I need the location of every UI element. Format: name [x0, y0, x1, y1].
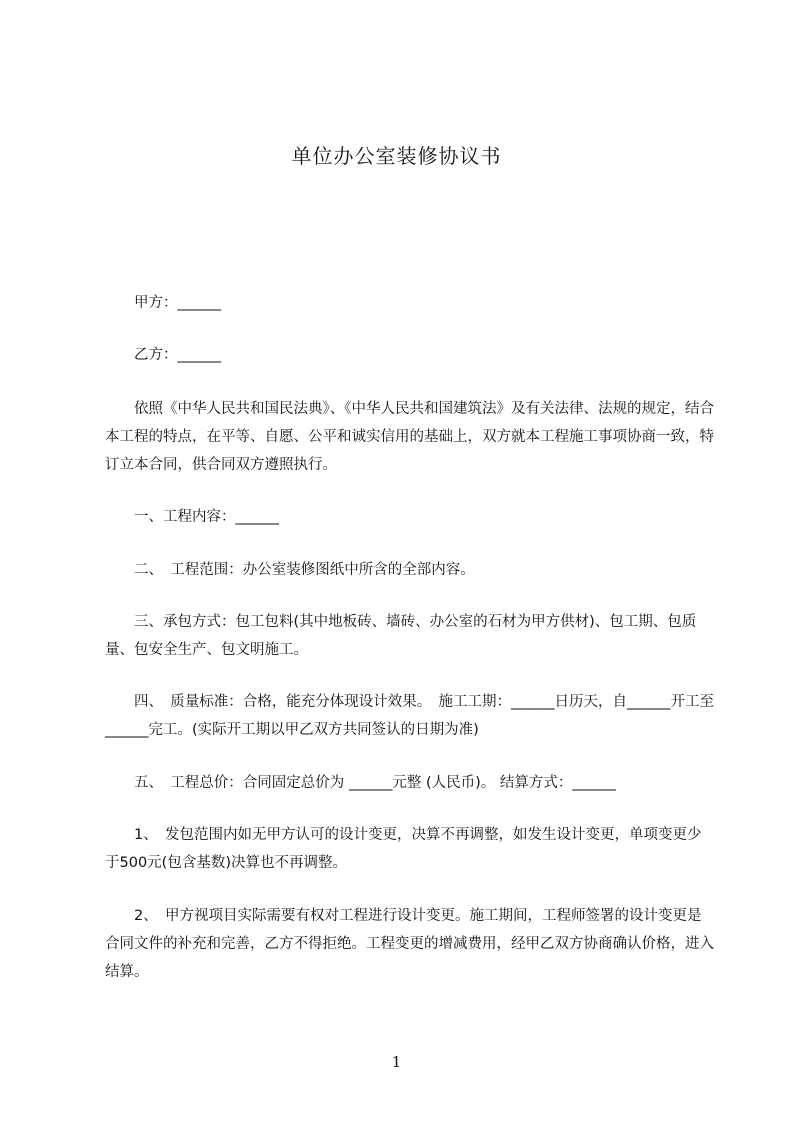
clause-2-project-scope: 二、 工程范围：办公室装修图纸中所含的全部内容。 — [105, 562, 475, 578]
item-1-design-change: 1、 发包范围内如无甲方认可的设计变更，决算不再调整，如发生设计变更，单项变更少于500元(包含基数)决算也不再调整。 — [105, 827, 702, 871]
document-title: 单位办公室装修协议书 — [291, 144, 502, 168]
clause-1-project-content: 一、工程内容：______ — [105, 509, 279, 525]
item-2-design-change-rights: 2、 甲方视项目实际需要有权对工程进行设计变更。施工期间，工程师签署的设计变更是合同文件的补充和完善，乙方不得拒绝。工程变更的增减费用，经甲乙双方协商确认价格，进入结算。 — [105, 908, 714, 980]
clause-4-quality-and-schedule: 四、 质量标准：合格，能充分体现设计效果。 施工工期：______日历天，自______开工至______完工。(实际开工期以甲乙双方共同签认的日期为准) — [105, 694, 714, 738]
clause-5-total-price: 五、 工程总价：合同固定总价为 ______元整 (人民币)。 结算方式：______ — [105, 775, 616, 791]
party-a-line: 甲方：______ — [105, 295, 221, 311]
clause-3-contracting-method: 三、承包方式：包工包料(其中地板砖、墙砖、办公室的石材为甲方供材)、包工期、包质量、包安全生产、包文明施工。 — [105, 614, 697, 658]
preamble-paragraph: 依照《中华人民共和国民法典》、《中华人民共和国建筑法》及有关法律、法规的规定，结合本工程的特点，在平等、自愿、公平和诚实信用的基础上，双方就本工程施工事项协商一致，特订立本合同，供合同双方遵照执行。 — [105, 401, 714, 473]
party-b-line: 乙方：______ — [105, 347, 221, 363]
page-number: 1 — [391, 1053, 402, 1071]
